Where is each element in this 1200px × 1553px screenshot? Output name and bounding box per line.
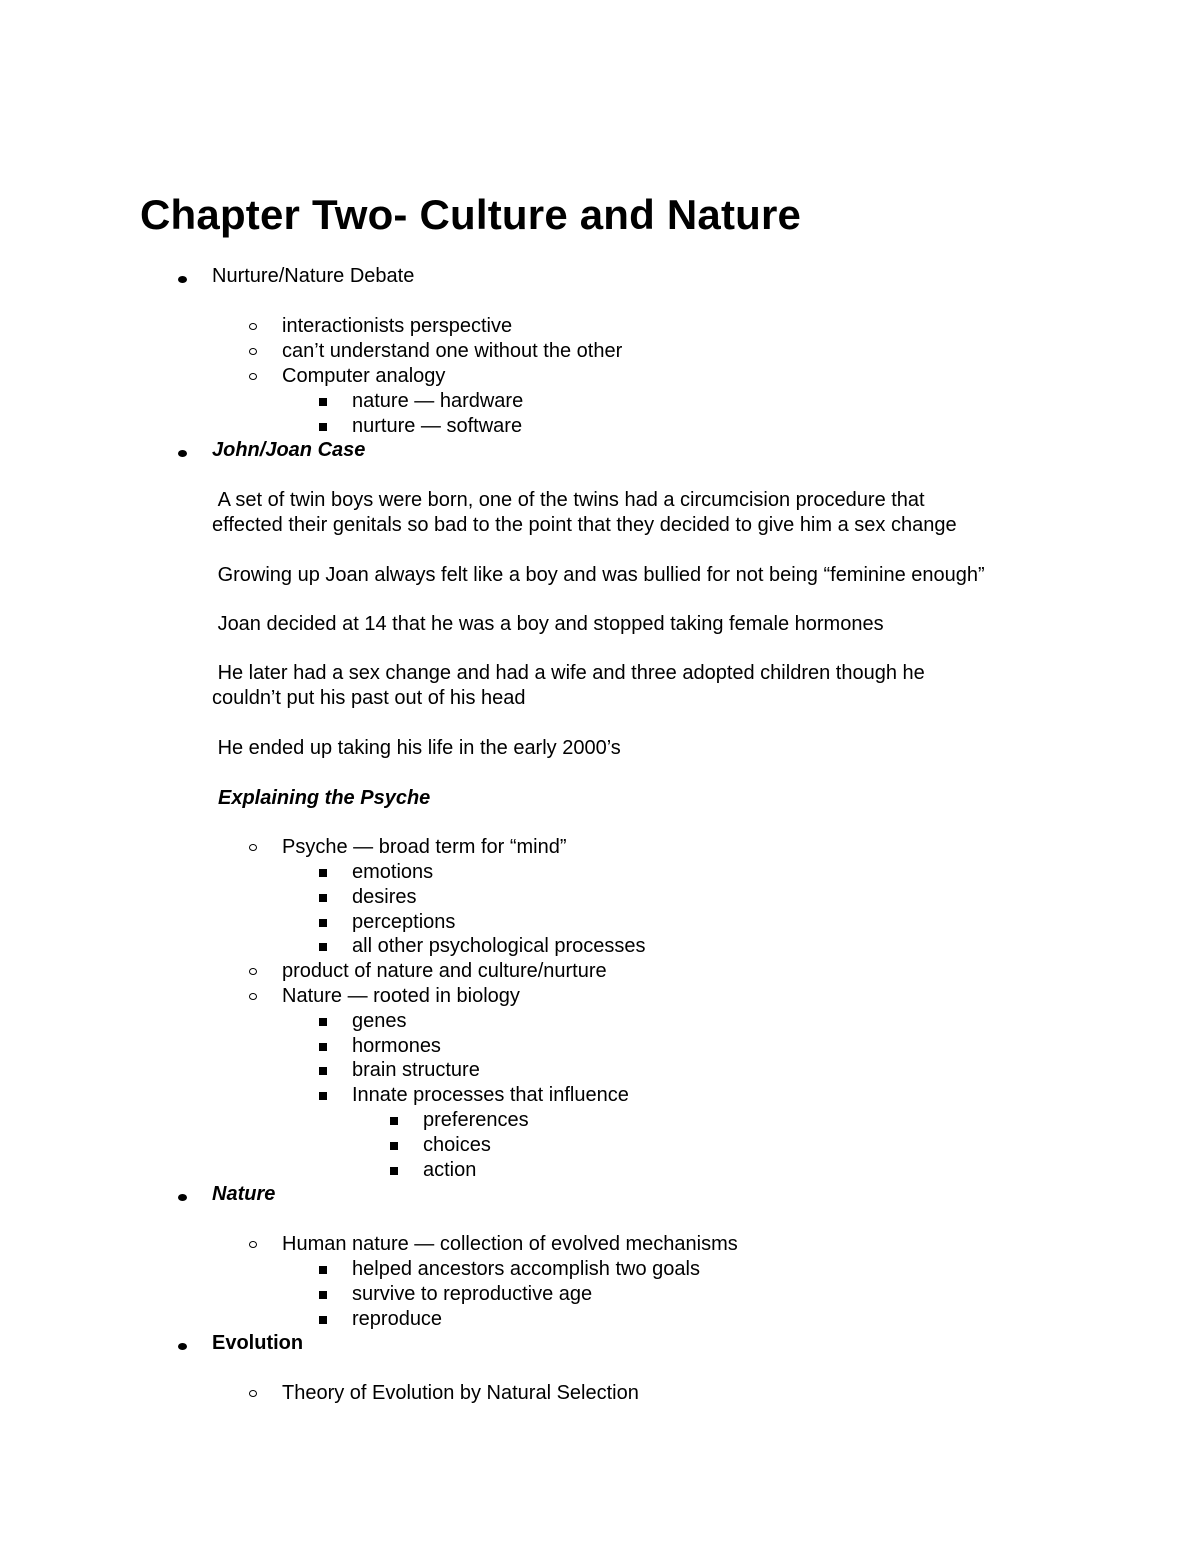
bullet-square-icon xyxy=(319,1291,327,1299)
bullet-square-icon xyxy=(319,943,327,951)
list-item: nurture — software xyxy=(352,415,523,437)
section-heading-nature: Nature xyxy=(212,1183,276,1205)
bullet-square-icon xyxy=(319,423,327,431)
paragraph: A set of twin boys were born, one of the twins had a circumcision procedure that effected their genitals so bad to the point that they decided to give him a sex change xyxy=(212,489,957,536)
list-item: hormones xyxy=(352,1035,441,1057)
bullet-square-icon xyxy=(319,894,327,902)
bullet-circle-icon xyxy=(249,373,257,380)
list-item: survive to reproductive age xyxy=(352,1283,593,1305)
section-heading-evolution: Evolution xyxy=(212,1332,304,1354)
list-item: choices xyxy=(423,1134,491,1156)
bullet-square-icon xyxy=(319,1067,327,1075)
list-item: action xyxy=(423,1159,477,1181)
bullet-circle-icon xyxy=(249,323,257,330)
bullet-square-icon xyxy=(390,1117,398,1125)
bullet-square-icon xyxy=(319,1043,327,1051)
list-item: product of nature and culture/nurture xyxy=(282,960,607,982)
bullet-disc-icon xyxy=(178,276,187,283)
bullet-square-icon xyxy=(319,919,327,927)
list-item: all other psychological processes xyxy=(352,935,646,957)
section-heading-nurture-nature: Nurture/Nature Debate xyxy=(212,265,415,287)
bullet-disc-icon xyxy=(178,1343,187,1350)
bullet-square-icon xyxy=(319,1316,327,1324)
bullet-square-icon xyxy=(390,1142,398,1150)
bullet-disc-icon xyxy=(178,450,187,457)
bullet-circle-icon xyxy=(249,968,257,975)
bullet-square-icon xyxy=(390,1167,398,1175)
bullet-square-icon xyxy=(319,1018,327,1026)
list-item: genes xyxy=(352,1010,407,1032)
list-item: nature — hardware xyxy=(352,390,524,412)
list-item: Theory of Evolution by Natural Selection xyxy=(282,1382,639,1404)
subheading-explaining-psyche: Explaining the Psyche xyxy=(218,787,431,809)
bullet-disc-icon xyxy=(178,1194,187,1201)
bullet-circle-icon xyxy=(249,1390,257,1397)
paragraph: Growing up Joan always felt like a boy and was bullied for not being “feminine enough” xyxy=(212,564,985,586)
list-item: reproduce xyxy=(352,1308,443,1330)
section-heading-john-joan: John/Joan Case xyxy=(212,439,366,461)
list-item: Nature — rooted in biology xyxy=(282,985,520,1007)
list-item: brain structure xyxy=(352,1059,480,1081)
paragraph: He ended up taking his life in the early 2000’s xyxy=(212,737,621,759)
bullet-square-icon xyxy=(319,869,327,877)
list-item: desires xyxy=(352,886,417,908)
list-item: helped ancestors accomplish two goals xyxy=(352,1258,700,1280)
list-item: interactionists perspective xyxy=(282,315,513,337)
page-title: Chapter Two- Culture and Nature xyxy=(140,191,802,238)
bullet-circle-icon xyxy=(249,993,257,1000)
paragraph: Joan decided at 14 that he was a boy and stopped taking female hormones xyxy=(212,613,884,635)
bullet-square-icon xyxy=(319,1266,327,1274)
bullet-square-icon xyxy=(319,1092,327,1100)
list-item: Human nature — collection of evolved mechanisms xyxy=(282,1233,738,1255)
bullet-circle-icon xyxy=(249,844,257,851)
list-item: emotions xyxy=(352,861,434,883)
bullet-square-icon xyxy=(319,398,327,406)
bullet-circle-icon xyxy=(249,348,257,355)
list-item: Computer analogy xyxy=(282,365,446,387)
list-item: Psyche — broad term for “mind” xyxy=(282,836,567,858)
paragraph: He later had a sex change and had a wife and three adopted children though he couldn’t put his past out of his head xyxy=(212,662,925,709)
list-item: Innate processes that influence xyxy=(352,1084,629,1106)
list-item: perceptions xyxy=(352,911,456,933)
list-item: preferences xyxy=(423,1109,529,1131)
bullet-circle-icon xyxy=(249,1241,257,1248)
list-item: can’t understand one without the other xyxy=(282,340,623,362)
